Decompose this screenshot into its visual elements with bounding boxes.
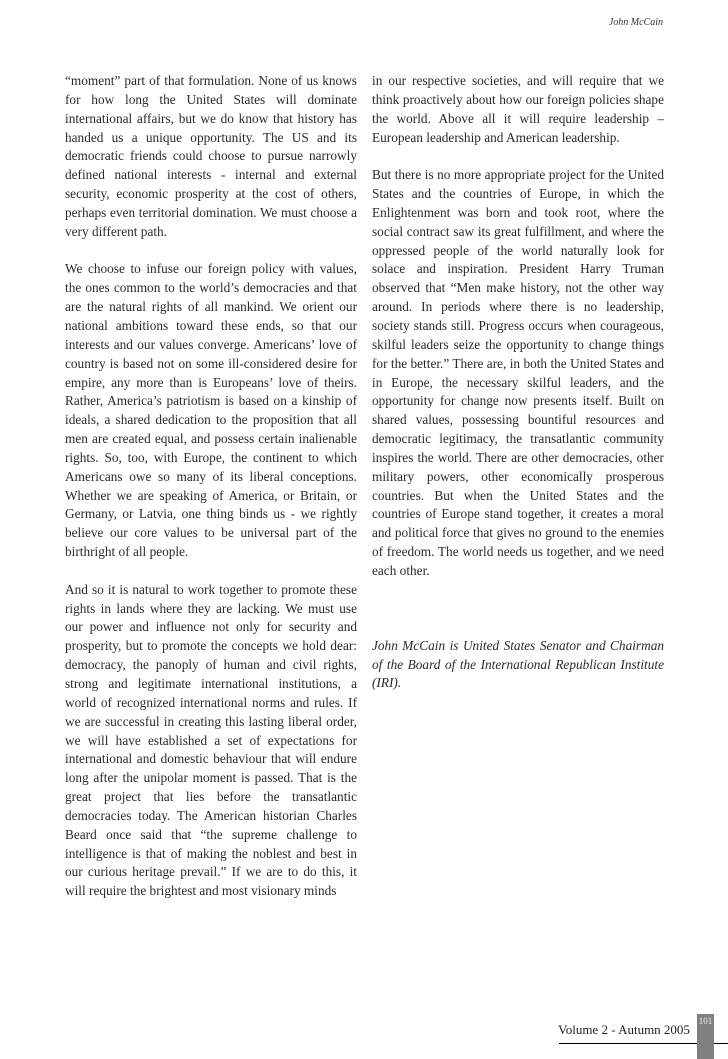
- page-number: 101: [698, 1016, 713, 1026]
- author-bio: John McCain is United States Senator and Chairman of the Board of the International Republican Institute (IRI).: [372, 637, 664, 691]
- paragraph: And so it is natural to work together to promote these rights in lands where they are lacking. We must use our power and influence not only for security and prosperity, but to promote the concepts we hold dear: democracy, the panoply of human and civil rights, strong and legitimate international institutions, a world of recognized international norms and rules. If we are successful in creating this lasting liberal order, we will have established a set of expectations for international and domestic behaviour that will endure long after the unipolar moment is passed. That is the great project that lies before the transatlantic democracies today. The American historian Charles Beard once said that “the supreme challenge to intelligence is that of making the noblest and best in our curious heritage prevail.” If we are to do this, it will require the brightest and most visionary minds: [65, 581, 357, 899]
- running-head-author: John McCain: [608, 17, 663, 28]
- paragraph: in our respective societies, and will require that we think proactively about how our foreign policies shape the world. Above all it will require leadership – European leadership and American leadership.: [372, 73, 664, 145]
- paragraph: But there is no more appropriate project for the United States and the countries of Europe, in which the Enlightenment was born and took root, where the social contract saw its great fulfillment, and where the oppressed people of the world naturally look for solace and inspiration. President Harry Truman observed that “Men make history, not the other way around. In periods where there is no leadership, society stands still. Progress occurs when courageous, skilful leaders seize the opportunity to change things for the better.” There are, in both the United States and in Europe, the necessary skilful leaders, and the opportunity for change now presents itself. Built on shared values, possessing bountiful resources and democratic legitimacy, the transatlantic community inspires the world. There are other democracies, other military powers, other economically prosperous countries. But when the United States and the countries of Europe stand together, it creates a moral and political force that gives no ground to the enemies of freedom. The world needs us together, and we need each other.: [372, 167, 664, 578]
- paragraph: We choose to infuse our foreign policy with values, the ones common to the world’s democracies and that are the natural rights of all mankind. We orient our national ambitions toward these ends, so that our interests and our values converge. Americans’ love of country is based not on some ill-considered desire for empire, any more than is Europeans’ love of theirs. Rather, America’s patriotism is based on a kinship of ideals, a shared dedication to the proposition that all men are created equal, and possess certain inalienable rights. So, too, with Europe, the continent to which Americans owe so many of its liberal conceptions. Whether we are speaking of America, or Britain, or Germany, or Latvia, one thing binds us - we rightly believe our core values to be universal part of the birthright of all people.: [65, 261, 357, 560]
- right-column: [372, 72, 664, 712]
- paragraph: “moment” part of that formulation. None of us knows for how long the United States will dominate international affairs, but we do know that history has handed us a unique opportunity. The US and its democratic friends could choose to pursue narrowly defined national interests - internal and external security, economic prosperity at the cost of others, perhaps even territorial domination. We must choose a very different path.: [65, 73, 357, 239]
- issue-label: Volume 2 - Autumn 2005: [558, 1022, 690, 1037]
- left-column: [65, 72, 357, 920]
